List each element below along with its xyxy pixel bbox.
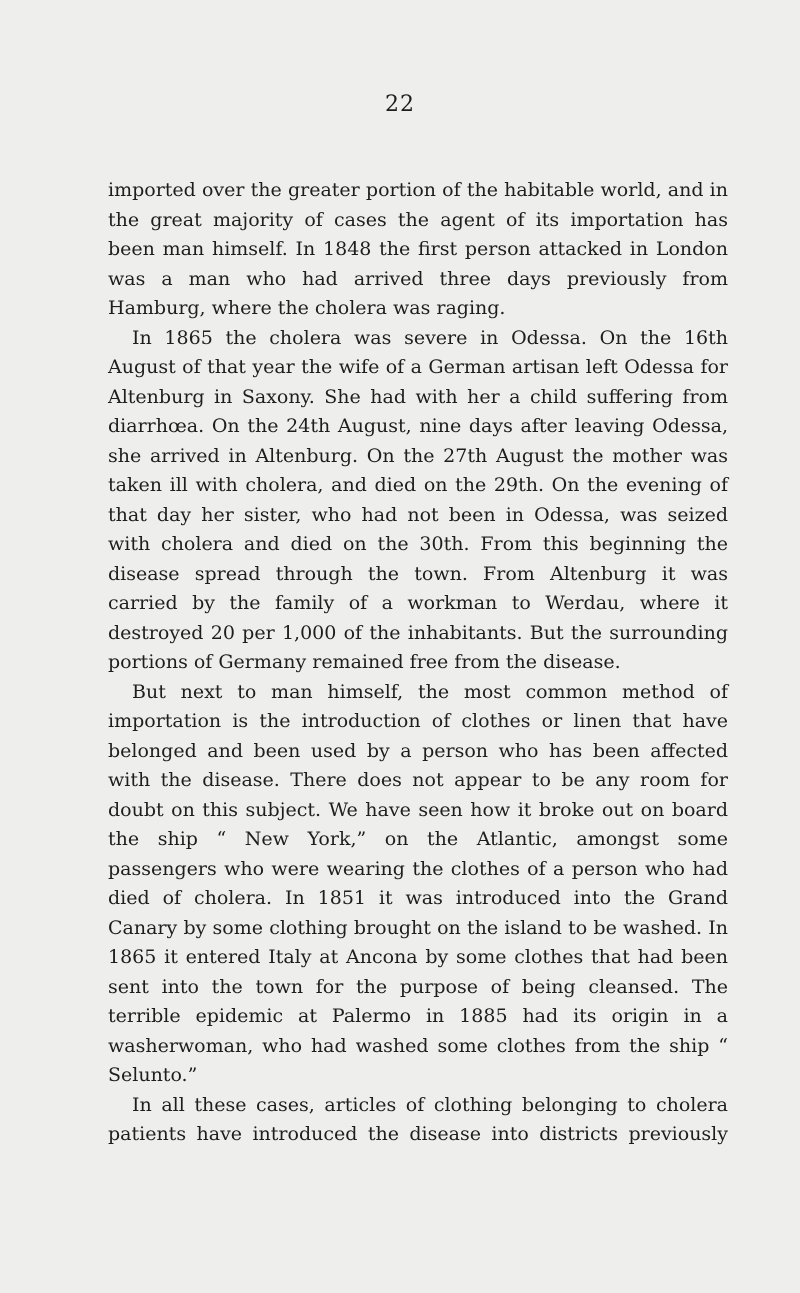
- page-number: 22: [385, 92, 415, 117]
- paragraph-2: In 1865 the cholera was severe in Odessa. On the 16th August of that year the wife of a German artisan left Odessa for Altenburg in Saxony. She had with her a child suffering from diarrhœa. On the 24th August, nine days after leaving Odessa, she arrived in Altenburg. On the 27th August the mother was taken ill with cholera, and died on the 29th. On the evening of that day her sister, who had not been in Odessa, was seized with cholera and died on the 30th. From this beginning the disease spread through the town. From Altenburg it was carried by the family of a workman to Werdau, where it destroyed 20 per 1,000 of the inhabitants. But the surrounding portions of Germany remained free from the disease.: [108, 326, 728, 673]
- body-text: [108, 176, 728, 1150]
- paragraph-4: In all these cases, articles of clothing belonging to cholera patients have introduced the disease into districts previously: [108, 1093, 728, 1145]
- paragraph-3: But next to man himself, the most common method of importation is the introduction of clothes or linen that have belonged and been used by a person who has been affected with the disease. There does not appear to be any room for doubt on this subject. We have seen how it broke out on board the ship “ New York,” on the Atlantic, amongst some passengers who were wearing the clothes of a person who had died of cholera. In 1851 it was introduced into the Grand Canary by some clothing brought on the island to be washed. In 1865 it entered Italy at Ancona by some clothes that had been sent into the town for the purpose of being cleansed. The terrible epidemic at Palermo in 1885 had its origin in a washerwoman, who had washed some clothes from the ship “ Selunto.”: [108, 680, 728, 1086]
- paragraph-1: imported over the greater portion of the habitable world, and in the great majority of cases the agent of its importation has been man himself. In 1848 the first person attacked in London was a man who had arrived three days previously from Hamburg, where the cholera was raging.: [108, 179, 728, 319]
